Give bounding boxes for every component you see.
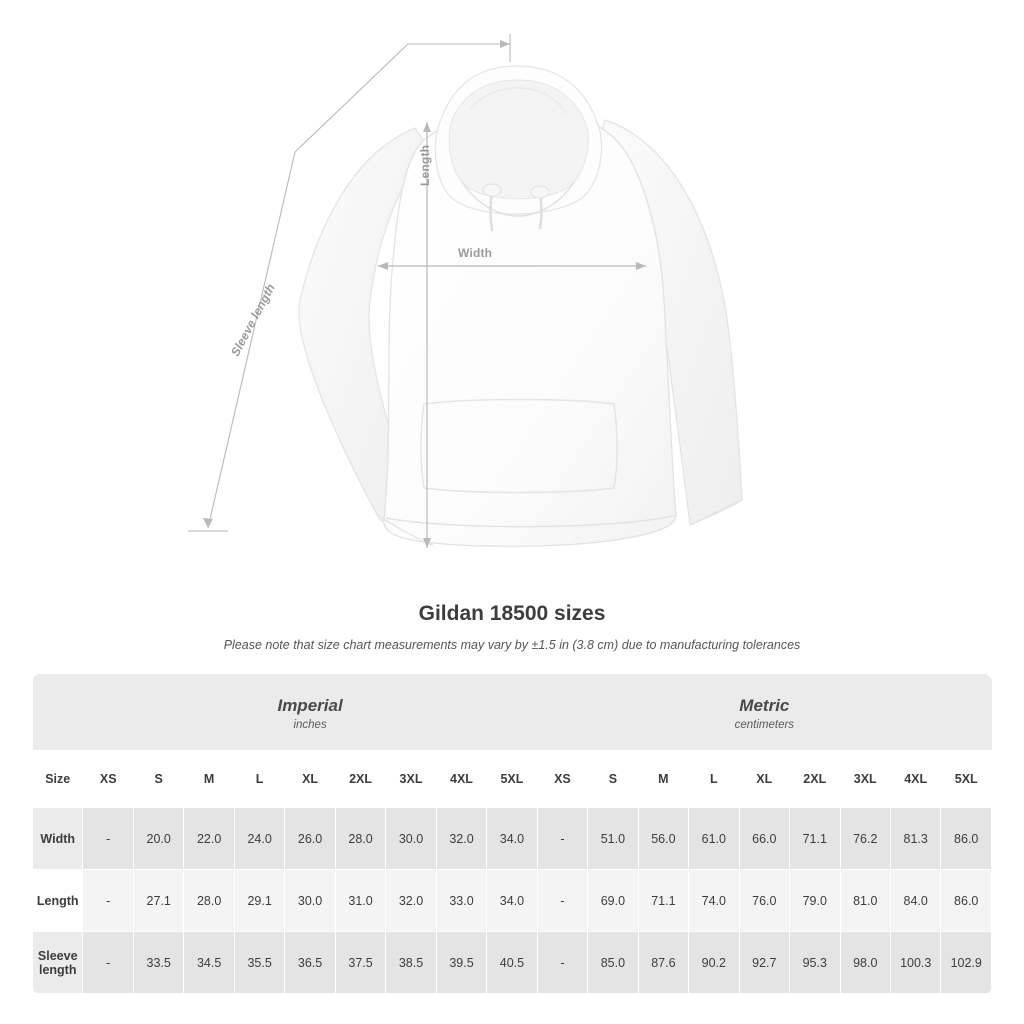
cell-sleeve-imperial-xl: 36.5: [285, 932, 335, 994]
table-row: [33, 870, 992, 932]
cell-sleeve-imperial-5xl: 40.5: [487, 932, 537, 994]
size-header-metric-4xl: 4XL: [890, 751, 940, 808]
size-chart-table: [32, 674, 992, 994]
cell-width-metric-l: 61.0: [689, 808, 739, 870]
cell-length-imperial-5xl: 34.0: [487, 870, 537, 932]
size-header-metric-5xl: 5XL: [941, 751, 992, 808]
cell-sleeve-metric-xl: 92.7: [739, 932, 789, 994]
size-header-imperial-xs: XS: [83, 751, 133, 808]
imperial-header-cell: [83, 674, 537, 751]
cell-length-metric-l: 74.0: [689, 870, 739, 932]
annotation-sleeve-length: Sleeve length: [228, 281, 278, 359]
metric-label: Metric: [739, 696, 790, 716]
cell-sleeve-imperial-xs: -: [83, 932, 133, 994]
cell-width-imperial-xs: -: [83, 808, 133, 870]
metric-sublabel: centimeters: [734, 718, 795, 731]
cell-length-imperial-l: 29.1: [234, 870, 284, 932]
cell-width-imperial-2xl: 28.0: [335, 808, 385, 870]
cell-width-imperial-4xl: 32.0: [436, 808, 486, 870]
row-label-sleeve-length: Sleeve length: [33, 932, 83, 994]
cell-sleeve-imperial-s: 33.5: [133, 932, 183, 994]
cell-sleeve-imperial-m: 34.5: [184, 932, 234, 994]
cell-width-metric-xs: -: [537, 808, 587, 870]
cell-width-metric-xl: 66.0: [739, 808, 789, 870]
cell-length-metric-2xl: 79.0: [790, 870, 840, 932]
cell-length-metric-xl: 76.0: [739, 870, 789, 932]
cell-length-metric-5xl: 86.0: [941, 870, 992, 932]
size-header-metric-s: S: [588, 751, 638, 808]
size-label-cell: Size: [33, 751, 83, 808]
cell-sleeve-metric-2xl: 95.3: [790, 932, 840, 994]
cell-sleeve-metric-5xl: 102.9: [941, 932, 992, 994]
size-header-metric-xl: XL: [739, 751, 789, 808]
cell-length-imperial-xs: -: [83, 870, 133, 932]
table-row: [33, 808, 992, 870]
cell-sleeve-imperial-4xl: 39.5: [436, 932, 486, 994]
size-header-imperial-m: M: [184, 751, 234, 808]
cell-sleeve-metric-s: 85.0: [588, 932, 638, 994]
imperial-label: Imperial: [277, 696, 343, 716]
cell-length-imperial-xl: 30.0: [285, 870, 335, 932]
table-row: [33, 932, 992, 994]
cell-width-metric-4xl: 81.3: [890, 808, 940, 870]
cell-length-metric-s: 69.0: [588, 870, 638, 932]
imperial-sublabel: inches: [293, 718, 327, 731]
size-header-imperial-2xl: 2XL: [335, 751, 385, 808]
cell-sleeve-imperial-3xl: 38.5: [386, 932, 436, 994]
page-title: Gildan 18500 sizes: [418, 602, 606, 625]
annotation-width: Width: [458, 246, 493, 260]
cell-sleeve-metric-4xl: 100.3: [890, 932, 940, 994]
size-header-metric-m: M: [638, 751, 688, 808]
size-header-metric-2xl: 2XL: [790, 751, 840, 808]
cell-sleeve-imperial-l: 35.5: [234, 932, 284, 994]
units-spacer-cell: [33, 674, 83, 751]
cell-width-imperial-l: 24.0: [234, 808, 284, 870]
size-header-imperial-s: S: [133, 751, 183, 808]
row-label-width: Width: [33, 808, 83, 870]
cell-width-metric-m: 56.0: [638, 808, 688, 870]
size-header-imperial-l: L: [234, 751, 284, 808]
size-header-metric-l: L: [689, 751, 739, 808]
cell-length-imperial-3xl: 32.0: [386, 870, 436, 932]
cell-length-metric-3xl: 81.0: [840, 870, 890, 932]
cell-length-imperial-4xl: 33.0: [436, 870, 486, 932]
cell-width-imperial-5xl: 34.0: [487, 808, 537, 870]
cell-width-metric-s: 51.0: [588, 808, 638, 870]
cell-width-metric-5xl: 86.0: [941, 808, 992, 870]
cell-width-imperial-m: 22.0: [184, 808, 234, 870]
cell-length-metric-4xl: 84.0: [890, 870, 940, 932]
annotation-length: Length: [418, 144, 432, 186]
size-header-row: [33, 751, 992, 808]
cell-width-metric-2xl: 71.1: [790, 808, 840, 870]
cell-length-metric-m: 71.1: [638, 870, 688, 932]
size-header-imperial-5xl: 5XL: [487, 751, 537, 808]
size-header-imperial-xl: XL: [285, 751, 335, 808]
size-header-imperial-3xl: 3XL: [386, 751, 436, 808]
cell-sleeve-metric-m: 87.6: [638, 932, 688, 994]
cell-width-metric-3xl: 76.2: [840, 808, 890, 870]
cell-length-imperial-s: 27.1: [133, 870, 183, 932]
size-header-metric-3xl: 3XL: [840, 751, 890, 808]
cell-width-imperial-s: 20.0: [133, 808, 183, 870]
cell-sleeve-imperial-2xl: 37.5: [335, 932, 385, 994]
size-header-imperial-4xl: 4XL: [436, 751, 486, 808]
cell-sleeve-metric-xs: -: [537, 932, 587, 994]
size-table-wrapper: [32, 674, 992, 994]
cell-length-imperial-m: 28.0: [184, 870, 234, 932]
cell-length-metric-xs: -: [537, 870, 587, 932]
cell-sleeve-metric-l: 90.2: [689, 932, 739, 994]
cell-width-imperial-xl: 26.0: [285, 808, 335, 870]
cell-width-imperial-3xl: 30.0: [386, 808, 436, 870]
cell-sleeve-metric-3xl: 98.0: [840, 932, 890, 994]
cell-length-imperial-2xl: 31.0: [335, 870, 385, 932]
size-header-metric-xs: XS: [537, 751, 587, 808]
row-label-length: Length: [33, 870, 83, 932]
metric-header-cell: [537, 674, 991, 751]
units-header-row: [33, 674, 992, 751]
tolerance-note: Please note that size chart measurements may vary by ±1.5 in (3.8 cm) due to manufacturing tolerances: [223, 638, 801, 652]
